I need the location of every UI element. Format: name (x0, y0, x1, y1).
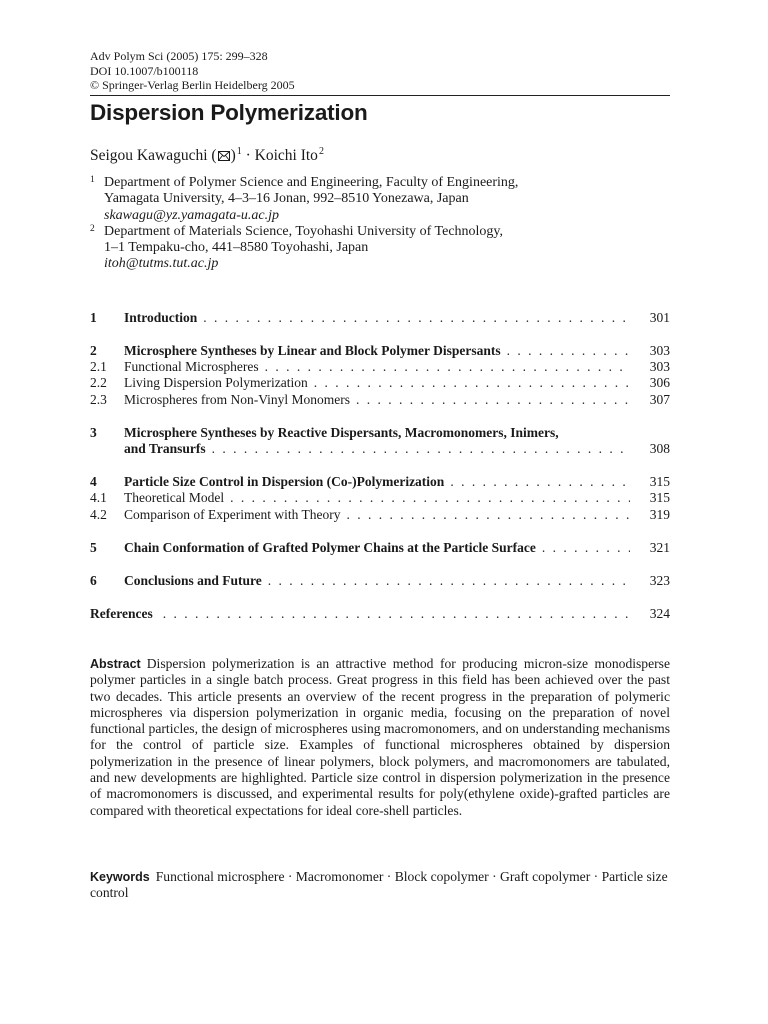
toc-page: 323 (630, 572, 670, 589)
toc-entry[interactable] (90, 391, 670, 408)
toc-number: 2.2 (90, 375, 107, 390)
toc-page: 307 (630, 391, 670, 408)
abstract-text: Dispersion polymerization is an attractive method for producing micron-size monodisperse polymer particles in a single batch process. Great progress in this field has been achieved over the past two decades. This article presents an overview of the recent progress in the preparation of polymeric microspheres via dispersion polymerization in organic media, focusing on the preparation of novel functional particles, the design of microspheres using macromonomers, and on understanding mechanisms for the control of particle size. Examples of functional microspheres obtained by dispersion polymerization in the presence of linear polymers, block polymers, and macromonomers are tabulated, and new developments are highlighted. Particle size control in dispersion polymerization in the presence of macromonomers is discussed, and experimental results for poly(ethylene oxide)-grafted particles are compared with theoretical expectations for ideal core-shell particles. (90, 656, 670, 818)
toc-entry[interactable] (90, 572, 670, 589)
citation-line: Adv Polym Sci (2005) 175: 299–328 (90, 49, 268, 63)
toc-page: 321 (630, 539, 670, 556)
toc-page: 319 (630, 506, 670, 523)
toc-page: 301 (630, 309, 670, 326)
author-paren-close: ) (230, 147, 236, 164)
toc-title: Theoretical Model (124, 489, 230, 506)
toc-number: 5 (90, 540, 97, 555)
copyright-line: © Springer-Verlag Berlin Heidelberg 2005 (90, 78, 295, 92)
toc-leader (356, 391, 630, 408)
affiliations (90, 175, 670, 273)
toc-entry[interactable] (90, 489, 670, 506)
toc-entry[interactable] (90, 342, 670, 359)
toc-number: 3 (90, 425, 97, 440)
journal-header (90, 49, 670, 93)
toc-number: 4 (90, 474, 97, 489)
toc-leader (450, 473, 630, 490)
toc-leader (163, 605, 630, 622)
toc-entry[interactable] (90, 473, 670, 490)
author-ito: Koichi Ito (254, 147, 318, 164)
toc-entry[interactable] (90, 440, 670, 457)
envelope-icon[interactable] (218, 151, 230, 161)
toc-entry[interactable] (90, 374, 670, 391)
doi-line[interactable]: DOI 10.1007/b100118 (90, 63, 199, 78)
toc-leader (268, 572, 630, 589)
toc-leader (265, 358, 630, 375)
toc-leader (230, 489, 630, 506)
toc-title-line1: Microsphere Syntheses by Reactive Dispersants, Macromonomers, Inimers, (124, 424, 565, 441)
author-separator: · (241, 147, 255, 164)
toc-title: Microsphere Syntheses by Linear and Block Polymer Dispersants (124, 342, 507, 359)
toc-title: Introduction (124, 309, 203, 326)
affiliation-1 (90, 175, 670, 224)
toc-leader (346, 506, 630, 523)
toc-page: 303 (630, 358, 670, 375)
toc-entry[interactable] (90, 605, 670, 622)
affiliation-line: Department of Polymer Science and Engineering, Faculty of Engineering, (104, 175, 519, 190)
keywords (90, 869, 670, 902)
abstract (90, 656, 670, 819)
author1-affiliation-marker: 1 (236, 146, 242, 157)
toc-entry[interactable] (90, 506, 670, 523)
affiliation-line: Yamagata University, 4–3–16 Jonan, 992–8510 Yonezawa, Japan (104, 191, 469, 207)
toc-title: Comparison of Experiment with Theory (124, 506, 346, 523)
affiliation-number: 2 (90, 223, 95, 234)
toc-leader (507, 342, 630, 359)
toc-leader (314, 374, 630, 391)
toc-entry[interactable] (90, 539, 670, 556)
toc-page: 306 (630, 374, 670, 391)
article-title: Dispersion Polymerization (90, 100, 368, 125)
affiliation-email[interactable]: skawagu@yz.yamagata-u.ac.jp (104, 207, 280, 223)
affiliation-line: 1–1 Tempaku-cho, 441–8580 Toyohashi, Japan (104, 240, 369, 256)
authors-line (90, 146, 324, 165)
toc-number: 4.2 (90, 507, 107, 522)
toc-leader (542, 539, 630, 556)
toc-title: References (90, 605, 163, 622)
toc-number: 2.3 (90, 392, 107, 407)
toc-number: 2 (90, 343, 97, 358)
toc-leader (203, 309, 630, 326)
toc-title: Chain Conformation of Grafted Polymer Chains at the Particle Surface (124, 539, 542, 556)
author-kawaguchi: Seigou Kawaguchi ( (90, 147, 217, 164)
toc-number: 2.1 (90, 359, 107, 374)
toc-leader (212, 440, 630, 457)
toc-title: Functional Microspheres (124, 358, 265, 375)
toc-number: 4.1 (90, 490, 107, 505)
toc-title: and Transurfs (124, 440, 212, 457)
toc-page: 315 (630, 473, 670, 490)
toc-page: 303 (630, 342, 670, 359)
toc-number: 1 (90, 310, 97, 325)
affiliation-email[interactable]: itoh@tutms.tut.ac.jp (104, 256, 219, 272)
toc-title: Microspheres from Non-Vinyl Monomers (124, 391, 356, 408)
author2-affiliation-marker: 2 (318, 146, 324, 157)
toc-entry[interactable] (90, 309, 670, 326)
toc-title: Conclusions and Future (124, 572, 268, 589)
header-rule (90, 95, 670, 96)
toc-page: 315 (630, 489, 670, 506)
toc-title: Living Dispersion Polymerization (124, 374, 314, 391)
abstract-label: Abstract (90, 657, 141, 671)
keywords-label: Keywords (90, 870, 150, 884)
affiliation-line: Department of Materials Science, Toyohashi University of Technology, (104, 223, 504, 239)
affiliation-2 (90, 224, 670, 273)
toc-title: Particle Size Control in Dispersion (Co-)Polymerization (124, 473, 450, 490)
toc-entry[interactable] (90, 358, 670, 375)
toc-entry-first-line[interactable] (90, 424, 670, 441)
affiliation-number: 1 (90, 175, 95, 185)
toc-page: 308 (630, 440, 670, 457)
keywords-text: Functional microsphere · Macromonomer · Block copolymer · Graft copolymer · Particle size control (90, 869, 668, 901)
toc-page: 324 (630, 605, 670, 622)
toc-number: 6 (90, 573, 97, 588)
